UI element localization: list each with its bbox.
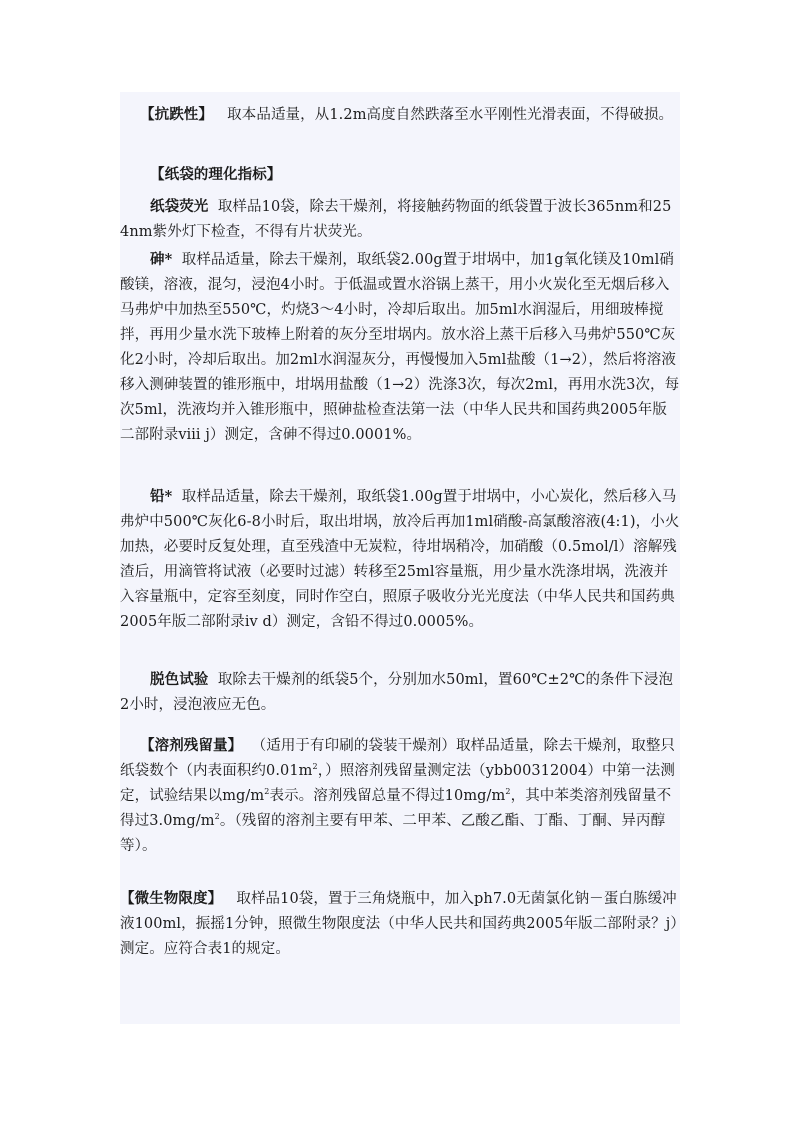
drop-resistance-text: 取本品适量，从1.2m高度自然跌落至水平刚性光滑表面，不得破损。 — [227, 107, 674, 123]
solvent-text-1: （适用于有印刷的袋装干燥剂）取样品适量，除去干燥剂，取整只纸袋数个（内表面积约0.01m — [120, 738, 676, 779]
solvent-text-2: ，）照溶剂残留量测定法（ybb00312004）中第一法测定，试验结果以mg/m — [120, 763, 675, 804]
superscript-2: 2 — [264, 787, 270, 797]
solvent-text-3: 表示。溶剂残留总量不得过10mg/m — [269, 788, 506, 804]
fluorescence-paragraph — [120, 194, 680, 245]
fluorescence-label: 纸袋荧光 — [150, 198, 209, 215]
decolor-label: 脱色试验 — [150, 671, 209, 688]
paper-bag-heading: 【纸袋的理化指标】 — [150, 166, 282, 183]
lead-label: 铅* — [150, 488, 173, 505]
drop-resistance-paragraph — [140, 102, 682, 128]
solvent-residue-heading: 【溶剂残留量】 — [140, 737, 243, 754]
lead-text: 取样品适量，除去干燥剂，取纸袋1.00g置于坩埚中，小心炭化，然后移入马弗炉中500℃灰化6-8小时后，取出坩埚，放冷后再加1ml硝酸-高氯酸溶液(4:1)，小火加热，必要时反复处理，直至残渣中无炭粒，待坩埚稍冷，加硝酸（0.5mol/l）溶解残渣后，用滴管将试液（必要时过滤）转移至25ml容量瓶，用少量水洗涤坩埚，洗液并入容量瓶中，定容至刻度，同时作空白，照原子吸收分光光度法（中华人民共和国药典2005年版二部附录ⅳ d）测定，含铅不得过0.0005%。 — [120, 489, 680, 630]
arsenic-label: 砷* — [150, 251, 173, 268]
microbial-limit-text: 取样品10袋，置于三角烧瓶中，加入ph7.0无菌氯化钠－蛋白胨缓冲液100ml，振摇1分钟，照微生物限度法（中华人民共和国药典2005年版二部附录？j）测定。应符合表1的规定。 — [120, 891, 678, 957]
lead-paragraph — [120, 484, 680, 635]
arsenic-text: 取样品适量，除去干燥剂，取纸袋2.00g置于坩埚中，加1g氧化镁及10ml硝酸镁，溶液，混匀，浸泡4小时。于低温或置水浴锅上蒸干，用小火炭化至无烟后移入马弗炉中加热至550℃，灼烧3～4小时，冷却后取出。加5ml水润湿后，用细玻棒搅拌，再用少量水洗下玻棒上附着的灰分至坩埚内。放水浴上蒸干后移入马弗炉550℃灰化2小时，冷却后取出。加2ml水润湿灰分，再慢慢加入5ml盐酸（1→2），然后将溶液移入测砷装置的锥形瓶中，坩埚用盐酸（1→2）洗涤3次，每次2ml，再用水洗3次，每次5ml，洗液均并入锥形瓶中，照砷盐检查法第一法（中华人民共和国药典2005年版二部附录ⅷ j）测定，含砷不得过0.0001%。 — [120, 252, 680, 443]
decolor-paragraph — [120, 667, 680, 718]
superscript-2: 2 — [214, 812, 220, 822]
fluorescence-text: 取样品10袋，除去干燥剂，将接触药物面的纸袋置于波长365nm和254nm紫外灯下检查，不得有片状荧光。 — [120, 199, 672, 240]
microbial-limit-heading: 【微生物限度】 — [120, 890, 223, 907]
superscript-2: 2 — [505, 787, 511, 797]
solvent-residue-paragraph — [120, 733, 680, 859]
arsenic-paragraph — [120, 247, 680, 448]
solvent-text-5: 。（残留的溶剂主要有甲苯、二甲苯、乙酸乙酯、丁酯、丁酮、异丙醇等）。 — [120, 813, 666, 854]
solvent-text-4: ，其中苯类溶剂残留量不得过3.0mg/m — [120, 788, 672, 829]
superscript-2: 2 — [312, 762, 318, 772]
microbial-limit-paragraph — [120, 886, 680, 962]
drop-resistance-heading: 【抗跌性】 — [140, 106, 213, 123]
decolor-text: 取除去干燥剂的纸袋5个，分别加水50ml，置60℃±2℃的条件下浸泡2小时，浸泡液应无色。 — [120, 672, 674, 713]
